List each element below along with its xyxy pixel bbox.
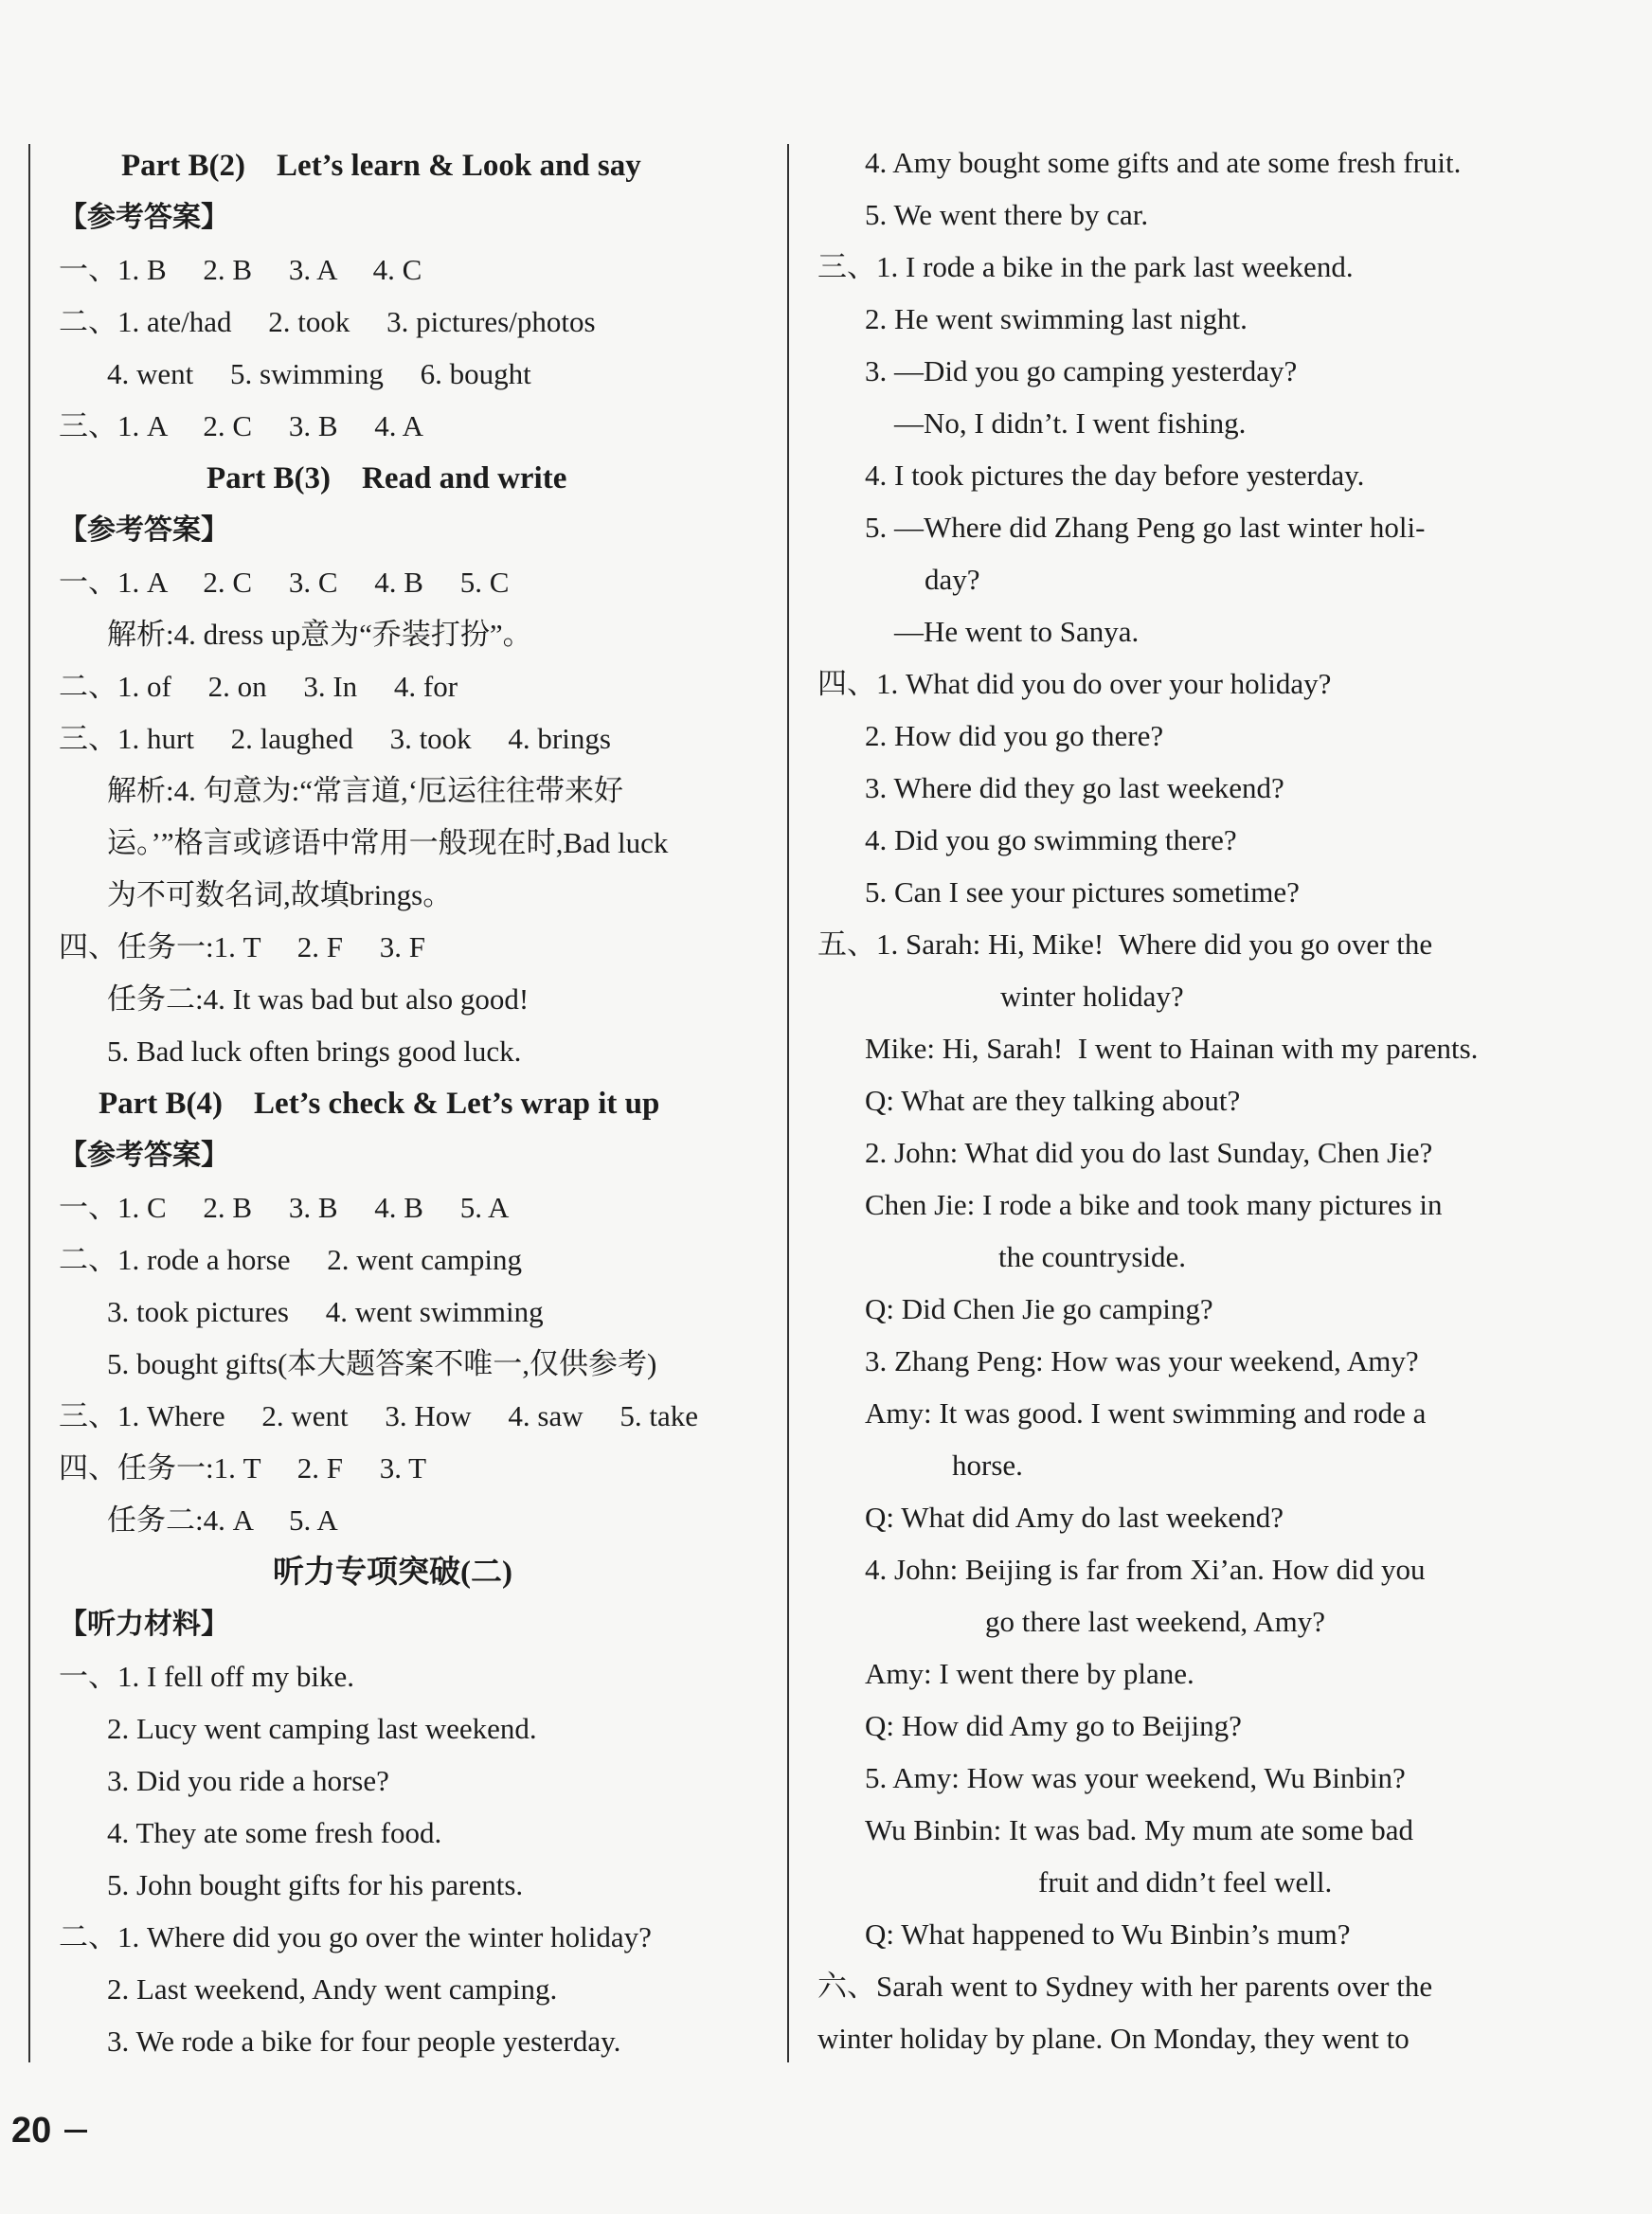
right-text-line: Amy: I went there by plane.	[865, 1657, 1194, 1690]
right-text-line: 4. Did you go swimming there?	[865, 823, 1237, 856]
left-text-line: 2. Last weekend, Andy went camping.	[107, 1972, 558, 2006]
right-text-line: 五、1. Sarah: Hi, Mike! Where did you go over the	[817, 927, 1433, 961]
left-text-line: 运。’”格言或谚语中常用一般现在时,Bad luck	[107, 826, 669, 859]
right-text-line: 三、1. I rode a bike in the park last weekend.	[817, 250, 1354, 283]
right-text-line: —He went to Sanya.	[894, 615, 1140, 648]
left-answer-key-label: 【参考答案】	[59, 201, 229, 234]
right-text-line: Amy: It was good. I went swimming and rode a	[865, 1396, 1427, 1430]
left-text-line: 二、1. of 2. on 3. In 4. for	[59, 670, 458, 703]
right-text-line: Q: What did Amy do last weekend?	[865, 1501, 1284, 1534]
right-text-line: fruit and didn’t feel well.	[1038, 1865, 1333, 1899]
right-text-line: Chen Jie: I rode a bike and took many pictures in	[865, 1188, 1443, 1221]
left-section-heading: Part B(4) Let’s check & Let’s wrap it up	[99, 1087, 660, 1121]
right-text-line: horse.	[952, 1449, 1023, 1482]
left-text-line: 2. Lucy went camping last weekend.	[107, 1712, 537, 1745]
right-text-line: winter holiday?	[1000, 980, 1184, 1013]
left-text-line: 任务二:4. A 5. A	[107, 1503, 338, 1537]
right-text-line: 4. John: Beijing is far from Xi’an. How did you	[865, 1553, 1426, 1586]
left-text-line: 解析:4. dress up意为“乔装打扮”。	[107, 618, 532, 651]
right-text-line: Q: How did Amy go to Beijing?	[865, 1709, 1242, 1742]
left-answer-key-label: 【参考答案】	[59, 1139, 229, 1172]
left-text-line: 四、任务一:1. T 2. F 3. T	[59, 1451, 427, 1485]
left-text-line: 3. Did you ride a horse?	[107, 1764, 389, 1797]
left-text-line: 三、1. Where 2. went 3. How 4. saw 5. take	[59, 1399, 698, 1432]
right-text-line: 3. Zhang Peng: How was your weekend, Amy?	[865, 1344, 1419, 1377]
left-text-line: 二、1. ate/had 2. took 3. pictures/photos	[59, 305, 596, 338]
column-divider	[787, 144, 789, 2062]
right-text-line: Q: What are they talking about?	[865, 1084, 1241, 1117]
left-text-line: 一、1. A 2. C 3. C 4. B 5. C	[59, 566, 510, 599]
right-text-line: Q: Did Chen Jie go camping?	[865, 1292, 1213, 1325]
right-text-line: 2. John: What did you do last Sunday, Chen Jie?	[865, 1136, 1433, 1169]
right-text-line: 2. How did you go there?	[865, 719, 1164, 752]
left-text-line: 三、1. hurt 2. laughed 3. took 4. brings	[59, 722, 611, 755]
left-text-line: 3. We rode a bike for four people yesterday.	[107, 2025, 621, 2058]
left-text-line: 5. Bad luck often brings good luck.	[107, 1035, 522, 1068]
right-text-line: 六、Sarah went to Sydney with her parents over the	[817, 1970, 1433, 2003]
left-text-line: 任务二:4. It was bad but also good!	[107, 982, 530, 1016]
left-text-line: 4. They ate some fresh food.	[107, 1816, 442, 1849]
left-section-heading: Part B(3) Read and write	[206, 461, 567, 495]
page-number-dash	[64, 2130, 87, 2133]
left-text-line: 二、1. rode a horse 2. went camping	[59, 1243, 522, 1276]
right-text-line: go there last weekend, Amy?	[985, 1605, 1325, 1638]
right-text-line: Mike: Hi, Sarah! I went to Hainan with my parents.	[865, 1032, 1479, 1065]
right-text-line: —No, I didn’t. I went fishing.	[894, 406, 1247, 440]
right-text-line: 2. He went swimming last night.	[865, 302, 1248, 335]
right-text-line: 5. We went there by car.	[865, 198, 1149, 231]
right-text-line: 四、1. What did you do over your holiday?	[817, 667, 1332, 700]
left-border-rule	[28, 144, 30, 2062]
left-text-line: 为不可数名词,故填brings。	[107, 878, 453, 911]
right-text-line: Q: What happened to Wu Binbin’s mum?	[865, 1917, 1351, 1951]
right-text-line: 4. Amy bought some gifts and ate some fresh fruit.	[865, 146, 1462, 179]
right-text-line: 5. Amy: How was your weekend, Wu Binbin?	[865, 1761, 1406, 1794]
left-answer-key-label: 【参考答案】	[59, 513, 229, 547]
right-text-line: 3. Where did they go last weekend?	[865, 771, 1284, 804]
right-text-line: 5. Can I see your pictures sometime?	[865, 875, 1300, 909]
left-text-line: 5. bought gifts(本大题答案不唯一,仅供参考)	[107, 1347, 657, 1380]
left-section-heading: Part B(2) Let’s learn & Look and say	[121, 149, 641, 183]
left-section-heading: 听力专项突破(二)	[273, 1556, 512, 1590]
right-text-line: 3. —Did you go camping yesterday?	[865, 354, 1298, 387]
left-text-line: 3. took pictures 4. went swimming	[107, 1295, 544, 1328]
left-text-line: 解析:4. 句意为:“常言道,‘厄运往往带来好	[107, 774, 624, 807]
left-answer-key-label: 【听力材料】	[59, 1608, 229, 1641]
right-text-line: 5. —Where did Zhang Peng go last winter holi-	[865, 511, 1426, 544]
left-text-line: 一、1. B 2. B 3. A 4. C	[59, 253, 422, 286]
page-number: 20	[11, 2111, 52, 2151]
right-text-line: the countryside.	[998, 1240, 1187, 1273]
left-text-line: 一、1. I fell off my bike.	[59, 1660, 354, 1693]
left-text-line: 5. John bought gifts for his parents.	[107, 1868, 524, 1901]
right-text-line: Wu Binbin: It was bad. My mum ate some bad	[865, 1813, 1414, 1846]
right-text-line: 4. I took pictures the day before yesterday.	[865, 459, 1365, 492]
left-text-line: 三、1. A 2. C 3. B 4. A	[59, 409, 423, 442]
left-text-line: 四、任务一:1. T 2. F 3. F	[59, 930, 425, 963]
right-text-line: day?	[925, 563, 980, 596]
left-text-line: 二、1. Where did you go over the winter holiday?	[59, 1920, 652, 1953]
left-text-line: 4. went 5. swimming 6. bought	[107, 357, 531, 390]
right-text-line: winter holiday by plane. On Monday, they went to	[817, 2022, 1410, 2055]
left-text-line: 一、1. C 2. B 3. B 4. B 5. A	[59, 1191, 510, 1224]
